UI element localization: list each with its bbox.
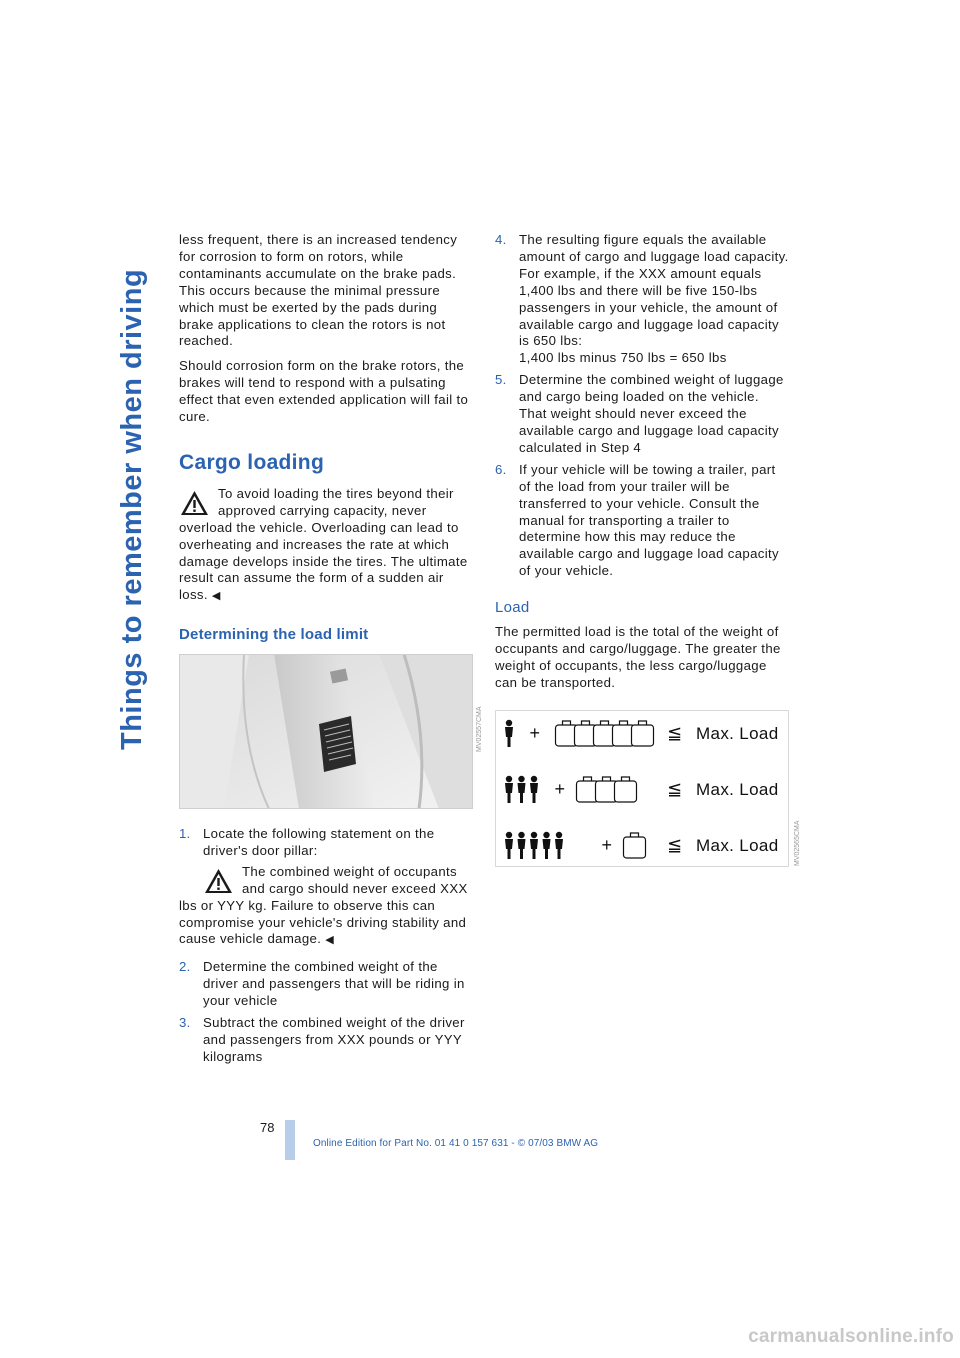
step-number: 4. bbox=[495, 232, 507, 247]
less-equal-sign: ≦ bbox=[667, 834, 683, 856]
intro-paragraph-2: Should corrosion form on the brake rotors, the brakes will tend to respond with a pulsating effect that even extended application will fail to cure. bbox=[179, 358, 469, 425]
step-item bbox=[495, 462, 790, 580]
right-column bbox=[495, 232, 790, 872]
end-mark: ◀ bbox=[325, 934, 335, 947]
step-number: 1. bbox=[179, 826, 191, 842]
warning-icon bbox=[203, 866, 234, 896]
warning-icon bbox=[179, 488, 210, 518]
figure-code: MV02565CMA bbox=[794, 820, 801, 866]
step-number: 5. bbox=[495, 372, 507, 388]
step-text: Determine the combined weight of luggage and cargo being loaded on the vehicle. That weight should never exceed the available cargo and luggage load capacity calculated in Step 4 bbox=[519, 372, 784, 455]
luggage-icon bbox=[615, 777, 637, 802]
max-load-figure bbox=[495, 710, 789, 867]
step-item bbox=[179, 826, 471, 954]
person-head bbox=[506, 719, 512, 725]
step-text: If your vehicle will be towing a trailer, part of the load from your trailer will be transferred to your vehicle. Consult the manual for transporting a trailer to determine how this may reduce the available cargo and luggage load capacity of your vehicle. bbox=[519, 461, 779, 579]
less-equal-sign: ≦ bbox=[667, 722, 683, 744]
luggage-case bbox=[615, 781, 637, 802]
step-text: Locate the following statement on the driver's door pillar: bbox=[203, 826, 435, 858]
step-item bbox=[179, 959, 471, 1010]
page-number: 78 bbox=[260, 1120, 275, 1135]
luggage-icon bbox=[624, 833, 646, 858]
step-text: Determine the combined weight of the driver and passengers that will be riding in your vehicle bbox=[203, 959, 465, 1009]
end-mark: ◀ bbox=[211, 590, 221, 603]
step-example: For example, if the XXX amount equals 1,400 lbs and there will be five 150-lbs passengers in your vehicle, the amount of available cargo and luggage load capacity is 650 lbs: bbox=[519, 265, 779, 349]
door-pillar-warning bbox=[179, 864, 471, 950]
step-number: 3. bbox=[179, 1015, 191, 1031]
cargo-warning-text: To avoid loading the tires beyond their approved carrying capacity, never overload the vehicle. Overloading can lead to overheating and increases the rate at which damage develops inside the tires. The ultimate result can assume the form of a sudden air loss. bbox=[179, 485, 468, 603]
person-head bbox=[506, 775, 512, 781]
watermark: carmanualsonline.info bbox=[748, 1326, 954, 1347]
person-head bbox=[556, 831, 562, 837]
side-title bbox=[115, 230, 149, 750]
plus-sign: + bbox=[601, 834, 613, 855]
luggage-case bbox=[632, 725, 654, 746]
intro-paragraph-1: less frequent, there is an increased tendency for corrosion to form on rotors, while contaminants accumulate on the brake pads. This occurs because the minimal pressure which must be exerted by the pads during brake applications to clean the rotors is not reached. bbox=[179, 232, 458, 349]
step-calculation: 1,400 lbs minus 750 lbs = 650 lbs bbox=[519, 350, 727, 366]
step-number: 2. bbox=[179, 959, 191, 975]
step-text: The resulting figure equals the available amount of cargo and luggage load capacity. bbox=[519, 232, 789, 264]
step-item bbox=[495, 232, 790, 367]
section-heading-load-limit: Determining the load limit bbox=[179, 626, 369, 644]
person-head bbox=[518, 775, 524, 781]
plus-sign: + bbox=[554, 778, 566, 799]
person-head bbox=[518, 831, 524, 837]
max-load-label: Max. Load bbox=[696, 835, 779, 855]
door-pillar-warning-text: The combined weight of occupants and cargo should never exceed XXX lbs or YYY kg. Failure to observe this can compromise your vehicle's driving stability and cause vehicle damage. bbox=[179, 863, 468, 947]
cargo-warning bbox=[179, 486, 471, 605]
person-head bbox=[506, 831, 512, 837]
footer-text: Online Edition for Part No. 01 41 0 157 631 - © 07/03 BMW AG bbox=[313, 1138, 599, 1149]
step-item bbox=[495, 372, 790, 457]
photo-code: MV02557CMA bbox=[476, 706, 483, 752]
max-load-label: Max. Load bbox=[696, 723, 779, 743]
step-number: 6. bbox=[495, 461, 507, 477]
plus-sign: + bbox=[529, 722, 541, 743]
step-item bbox=[179, 1015, 471, 1066]
luggage-case bbox=[624, 837, 646, 858]
door-pillar-label-photo bbox=[179, 654, 473, 809]
person-head bbox=[531, 831, 537, 837]
side-title-text: Things to remember when driving bbox=[116, 268, 148, 750]
person-head bbox=[543, 831, 549, 837]
less-equal-sign: ≦ bbox=[667, 778, 683, 800]
luggage-icon bbox=[632, 721, 654, 746]
person-head bbox=[531, 775, 537, 781]
step-text: Subtract the combined weight of the driver and passengers from XXX pounds or YYY kilograms bbox=[203, 1015, 465, 1064]
left-column bbox=[179, 232, 471, 1071]
page-bar bbox=[285, 1120, 295, 1160]
max-load-label: Max. Load bbox=[696, 779, 779, 799]
load-paragraph: The permitted load is the total of the weight of occupants and cargo/luggage. The greater the weight of occupants, the less cargo/luggage can be transported. bbox=[495, 624, 781, 690]
section-heading-load: Load bbox=[495, 599, 530, 617]
section-heading-cargo: Cargo loading bbox=[179, 450, 325, 474]
